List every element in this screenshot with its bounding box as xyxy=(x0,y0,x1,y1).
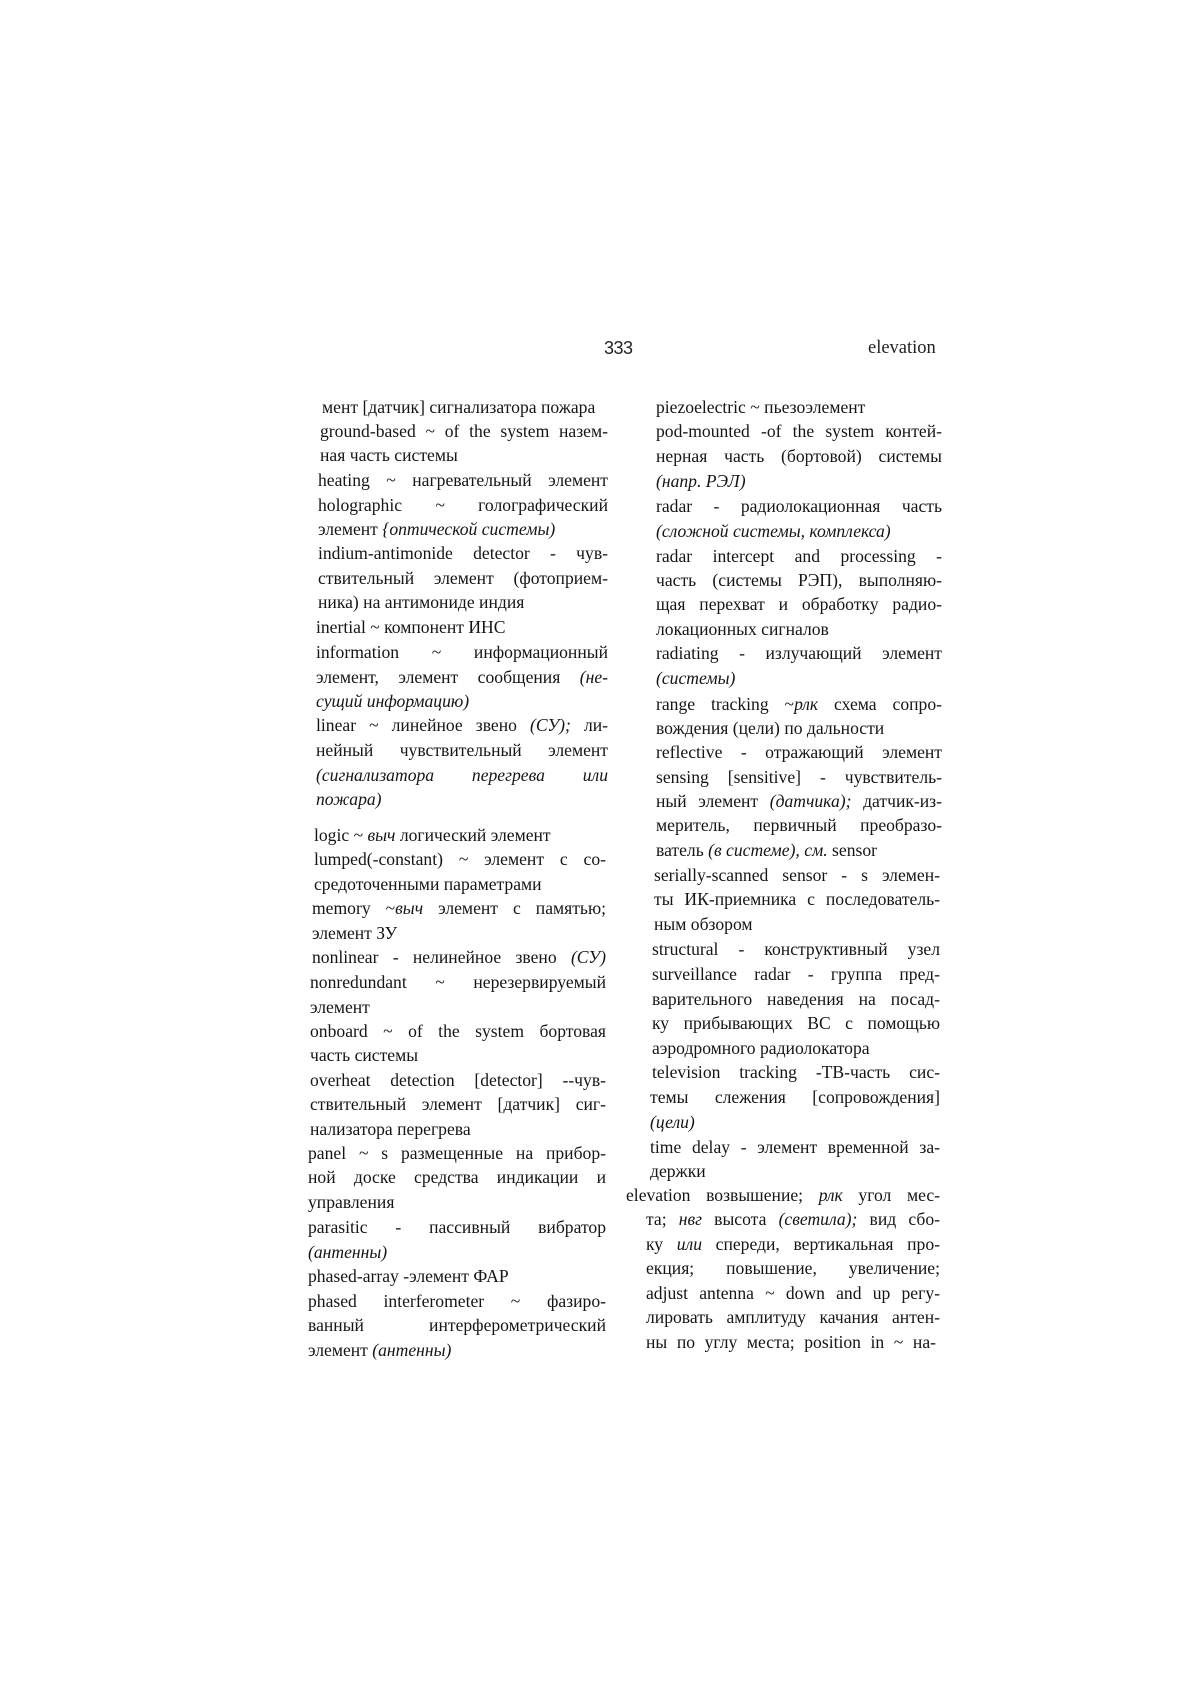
dictionary-line xyxy=(652,1061,940,1083)
entry-text: меритель, первичный преобразо- xyxy=(656,815,942,835)
entry-text: elevation возвышение; xyxy=(626,1185,819,1205)
entry-text: panel ~ s размещенные на прибор- xyxy=(308,1143,606,1163)
italic-gloss: (напр. РЭЛ) xyxy=(656,471,746,491)
dictionary-line xyxy=(314,873,594,895)
entry-text: radiating - излучающий элемент xyxy=(656,643,942,663)
entry-text: ты ИК-приемника с последователь- xyxy=(654,889,940,909)
entry-text: serially-scanned sensor - s элемен- xyxy=(654,865,940,885)
entry-text: лировать амплитуду качания антен- xyxy=(646,1307,940,1327)
entry-text: ный элемент xyxy=(656,791,770,811)
entry-text: ватель xyxy=(656,840,709,860)
dictionary-line xyxy=(650,1136,940,1158)
dictionary-line xyxy=(656,618,942,640)
entry-text: ны по углу места; position in ~ на- xyxy=(646,1332,936,1352)
dictionary-line xyxy=(310,1118,606,1140)
dictionary-line xyxy=(310,1044,606,1066)
dictionary-line xyxy=(656,741,942,763)
dictionary-line xyxy=(318,469,608,491)
dictionary-line xyxy=(316,764,608,786)
italic-gloss: нвг xyxy=(678,1209,703,1229)
italic-gloss: сущий информацию) xyxy=(316,691,470,711)
entry-text: indium-antimonide detector - чув- xyxy=(318,543,608,563)
dictionary-line xyxy=(316,666,608,688)
dictionary-line xyxy=(652,1037,940,1059)
entry-text: ку xyxy=(646,1234,677,1254)
dictionary-line xyxy=(652,938,940,960)
italic-gloss: (антенны) xyxy=(308,1242,388,1262)
dictionary-line xyxy=(656,545,942,567)
italic-gloss: (сигнализатора перегрева или xyxy=(316,765,608,785)
entry-text: time delay - элемент временной за- xyxy=(650,1137,940,1157)
entry-text: phased-array -элемент ФАР xyxy=(308,1266,509,1286)
dictionary-line xyxy=(310,996,606,1018)
entry-text: элемент с памятью; xyxy=(423,898,606,918)
dictionary-line xyxy=(308,1339,606,1361)
dictionary-line xyxy=(646,1282,940,1304)
italic-gloss: (СУ); xyxy=(529,715,571,735)
dictionary-line xyxy=(308,1216,606,1238)
dictionary-line xyxy=(308,1265,606,1287)
dictionary-line xyxy=(646,1331,936,1353)
entry-text: ванный интерферометрический xyxy=(308,1315,606,1335)
dictionary-line xyxy=(656,495,942,517)
entry-text: варительного наведения на посад- xyxy=(652,989,940,1009)
dictionary-line xyxy=(314,848,606,870)
entry-text: linear ~ линейное звено xyxy=(316,715,530,735)
entry-text: вождения (цели) по дальности xyxy=(656,718,885,738)
dictionary-line xyxy=(656,593,942,615)
dictionary-line xyxy=(316,739,608,761)
dictionary-line xyxy=(656,445,942,467)
italic-gloss: (антенны) xyxy=(372,1340,452,1360)
dictionary-line xyxy=(312,897,606,919)
entry-text: lumped(-constant) ~ элемент с со- xyxy=(314,849,606,869)
dictionary-line xyxy=(652,988,940,1010)
dictionary-line xyxy=(626,1184,940,1206)
entry-text: memory ~ xyxy=(312,898,396,918)
dictionary-line xyxy=(650,1086,940,1108)
entry-text: logic ~ xyxy=(314,825,368,845)
dictionary-line xyxy=(650,1111,940,1133)
dictionary-line xyxy=(656,717,942,739)
dictionary-line xyxy=(318,567,608,589)
entry-text: heating ~ нагревательный элемент xyxy=(318,470,608,490)
entry-text: та; xyxy=(646,1209,679,1229)
italic-gloss: выч xyxy=(395,898,424,918)
entry-text: мент [датчик] сигнализатора пожара xyxy=(322,397,596,417)
entry-text: управления xyxy=(308,1192,395,1212)
entry-text: угол мес- xyxy=(842,1185,940,1205)
dictionary-line xyxy=(308,1314,606,1336)
dictionary-line xyxy=(656,420,942,442)
entry-text: information ~ информационный xyxy=(316,642,608,662)
dictionary-line xyxy=(308,1142,606,1164)
dictionary-line xyxy=(656,520,942,542)
dictionary-line xyxy=(310,971,606,993)
dictionary-line xyxy=(308,1191,606,1213)
dictionary-line xyxy=(656,839,942,861)
dictionary-line xyxy=(654,864,940,886)
entry-text: television tracking -ТВ-часть сис- xyxy=(652,1062,940,1082)
dictionary-line xyxy=(310,1093,606,1115)
entry-text: держки xyxy=(650,1161,706,1181)
dictionary-line xyxy=(656,766,942,788)
entry-text: щая перехват и обработку радио- xyxy=(656,594,942,614)
entry-text: часть системы xyxy=(310,1045,419,1065)
dictionary-line xyxy=(308,1241,606,1263)
running-head: elevation xyxy=(868,338,936,358)
entry-text: piezoelectric ~ пьезоэлемент xyxy=(656,397,866,417)
dictionary-line xyxy=(318,518,608,540)
italic-gloss: пожара) xyxy=(316,789,382,809)
dictionary-line xyxy=(308,1290,606,1312)
entry-text: pod-mounted -of the system контей- xyxy=(656,421,942,441)
dictionary-line xyxy=(322,396,610,418)
dictionary-line xyxy=(656,667,942,689)
dictionary-line xyxy=(316,641,608,663)
dictionary-line xyxy=(656,693,942,715)
dictionary-line xyxy=(656,642,942,664)
dictionary-line xyxy=(316,788,608,810)
entry-text: датчик-из- xyxy=(851,791,942,811)
entry-text: темы слежения [сопровождения] xyxy=(650,1087,940,1107)
entry-text: аэродромного радиолокатора xyxy=(652,1038,870,1058)
dictionary-line xyxy=(656,814,942,836)
dictionary-line xyxy=(318,591,608,613)
dictionary-line xyxy=(656,569,942,591)
entry-text: схема сопро- xyxy=(818,694,942,714)
dictionary-line xyxy=(652,1012,940,1034)
page-number: 333 xyxy=(604,338,633,358)
entry-text: nonlinear - нелинейное звено xyxy=(312,947,571,967)
entry-text: ствительный элемент [датчик] сиг- xyxy=(310,1094,606,1114)
dictionary-line xyxy=(310,1069,606,1091)
dictionary-line xyxy=(646,1306,940,1328)
dictionary-line xyxy=(320,444,480,466)
dictionary-line xyxy=(310,1020,606,1042)
italic-gloss: выч xyxy=(367,825,396,845)
italic-gloss: рлк xyxy=(818,1185,843,1205)
dictionary-line xyxy=(320,420,608,442)
entry-text: екция; повышение, увеличение; xyxy=(646,1258,940,1278)
entry-text: ника) на антимониде индия xyxy=(318,592,525,612)
dictionary-line xyxy=(312,922,606,944)
entry-text: элемент xyxy=(310,997,370,1017)
entry-text: высота xyxy=(702,1209,779,1229)
italic-gloss: (датчика); xyxy=(769,791,852,811)
entry-text: phased interferometer ~ фазиро- xyxy=(308,1291,606,1311)
entry-text: structural - конструктивный узел xyxy=(652,939,940,959)
entry-text: элемент xyxy=(318,519,383,539)
entry-text: нерная часть (бортовой) системы xyxy=(656,446,942,466)
entry-text: спереди, вертикальная про- xyxy=(702,1234,940,1254)
entry-text: часть (системы РЭП), выполняю- xyxy=(656,570,942,590)
entry-text: adjust antenna ~ down and up регу- xyxy=(646,1283,940,1303)
dictionary-line xyxy=(308,1166,606,1188)
entry-text: range tracking ~ xyxy=(656,694,795,714)
entry-text: onboard ~ of the system бортовая xyxy=(310,1021,606,1041)
entry-text: ку прибывающих ВС с помощью xyxy=(652,1013,940,1033)
dictionary-line xyxy=(654,888,940,910)
dictionary-line xyxy=(656,396,942,418)
entry-text: логический элемент xyxy=(395,825,551,845)
dictionary-line xyxy=(646,1233,940,1255)
entry-text: элемент, элемент сообщения xyxy=(316,667,580,687)
entry-text: radar - радиолокационная часть xyxy=(656,496,942,516)
dictionary-line xyxy=(652,963,940,985)
entry-text: overheat detection [detector] --чув- xyxy=(310,1070,606,1090)
entry-text: nonredundant ~ нерезервируемый xyxy=(310,972,606,992)
entry-text: элемент xyxy=(308,1340,373,1360)
dictionary-line xyxy=(312,946,606,968)
dictionary-line xyxy=(316,714,608,736)
entry-text: sensing [sensitive] - чувствитель- xyxy=(656,767,942,787)
entry-text: reflective - отражающий элемент xyxy=(656,742,942,762)
entry-text: inertial ~ компонент ИНС xyxy=(316,617,506,637)
entry-text: surveillance radar - группа пред- xyxy=(652,964,940,984)
entry-text: radar intercept and processing - xyxy=(656,546,942,566)
italic-gloss: рлк xyxy=(794,694,819,714)
dictionary-line xyxy=(318,494,608,516)
dictionary-line xyxy=(314,824,606,846)
entry-text: нейный чувствительный элемент xyxy=(316,740,608,760)
italic-gloss: (СУ) xyxy=(570,947,606,967)
italic-gloss: (не- xyxy=(579,667,608,687)
dictionary-line xyxy=(646,1208,940,1230)
entry-text: элемент ЗУ xyxy=(312,923,398,943)
dictionary-line xyxy=(654,913,940,935)
dictionary-line xyxy=(318,542,608,564)
italic-gloss: или xyxy=(676,1234,702,1254)
entry-text: parasitic - пассивный вибратор xyxy=(308,1217,606,1237)
entry-text: ная часть системы xyxy=(320,445,458,465)
dictionary-line xyxy=(656,470,942,492)
entry-text: ной доске средства индикации и xyxy=(308,1167,606,1187)
entry-text: локационных сигналов xyxy=(656,619,829,639)
entry-text: ли- xyxy=(570,715,608,735)
italic-gloss: (светила); xyxy=(778,1209,858,1229)
entry-text: ствительный элемент (фотоприем- xyxy=(318,568,608,588)
entry-text: sensor xyxy=(827,840,878,860)
italic-gloss: (цели) xyxy=(650,1112,695,1132)
entry-text: ным обзором xyxy=(654,914,753,934)
italic-gloss: (системы) xyxy=(656,668,736,688)
entry-text: средоточенными параметрами xyxy=(314,874,542,894)
dictionary-line xyxy=(316,616,606,638)
entry-text: ground-based ~ of the system назем- xyxy=(320,421,608,441)
italic-gloss: (в системе), см. xyxy=(708,840,828,860)
italic-gloss: (сложной системы, комплекса) xyxy=(656,521,891,541)
dictionary-line xyxy=(316,690,608,712)
dictionary-line xyxy=(656,790,942,812)
dictionary-line xyxy=(650,1160,940,1182)
dictionary-line xyxy=(646,1257,940,1279)
entry-text: вид сбо- xyxy=(857,1209,941,1229)
entry-text: holographic ~ голографический xyxy=(318,495,608,515)
entry-text: нализатора перегрева xyxy=(310,1119,471,1139)
italic-gloss: {оптической системы) xyxy=(382,519,556,539)
